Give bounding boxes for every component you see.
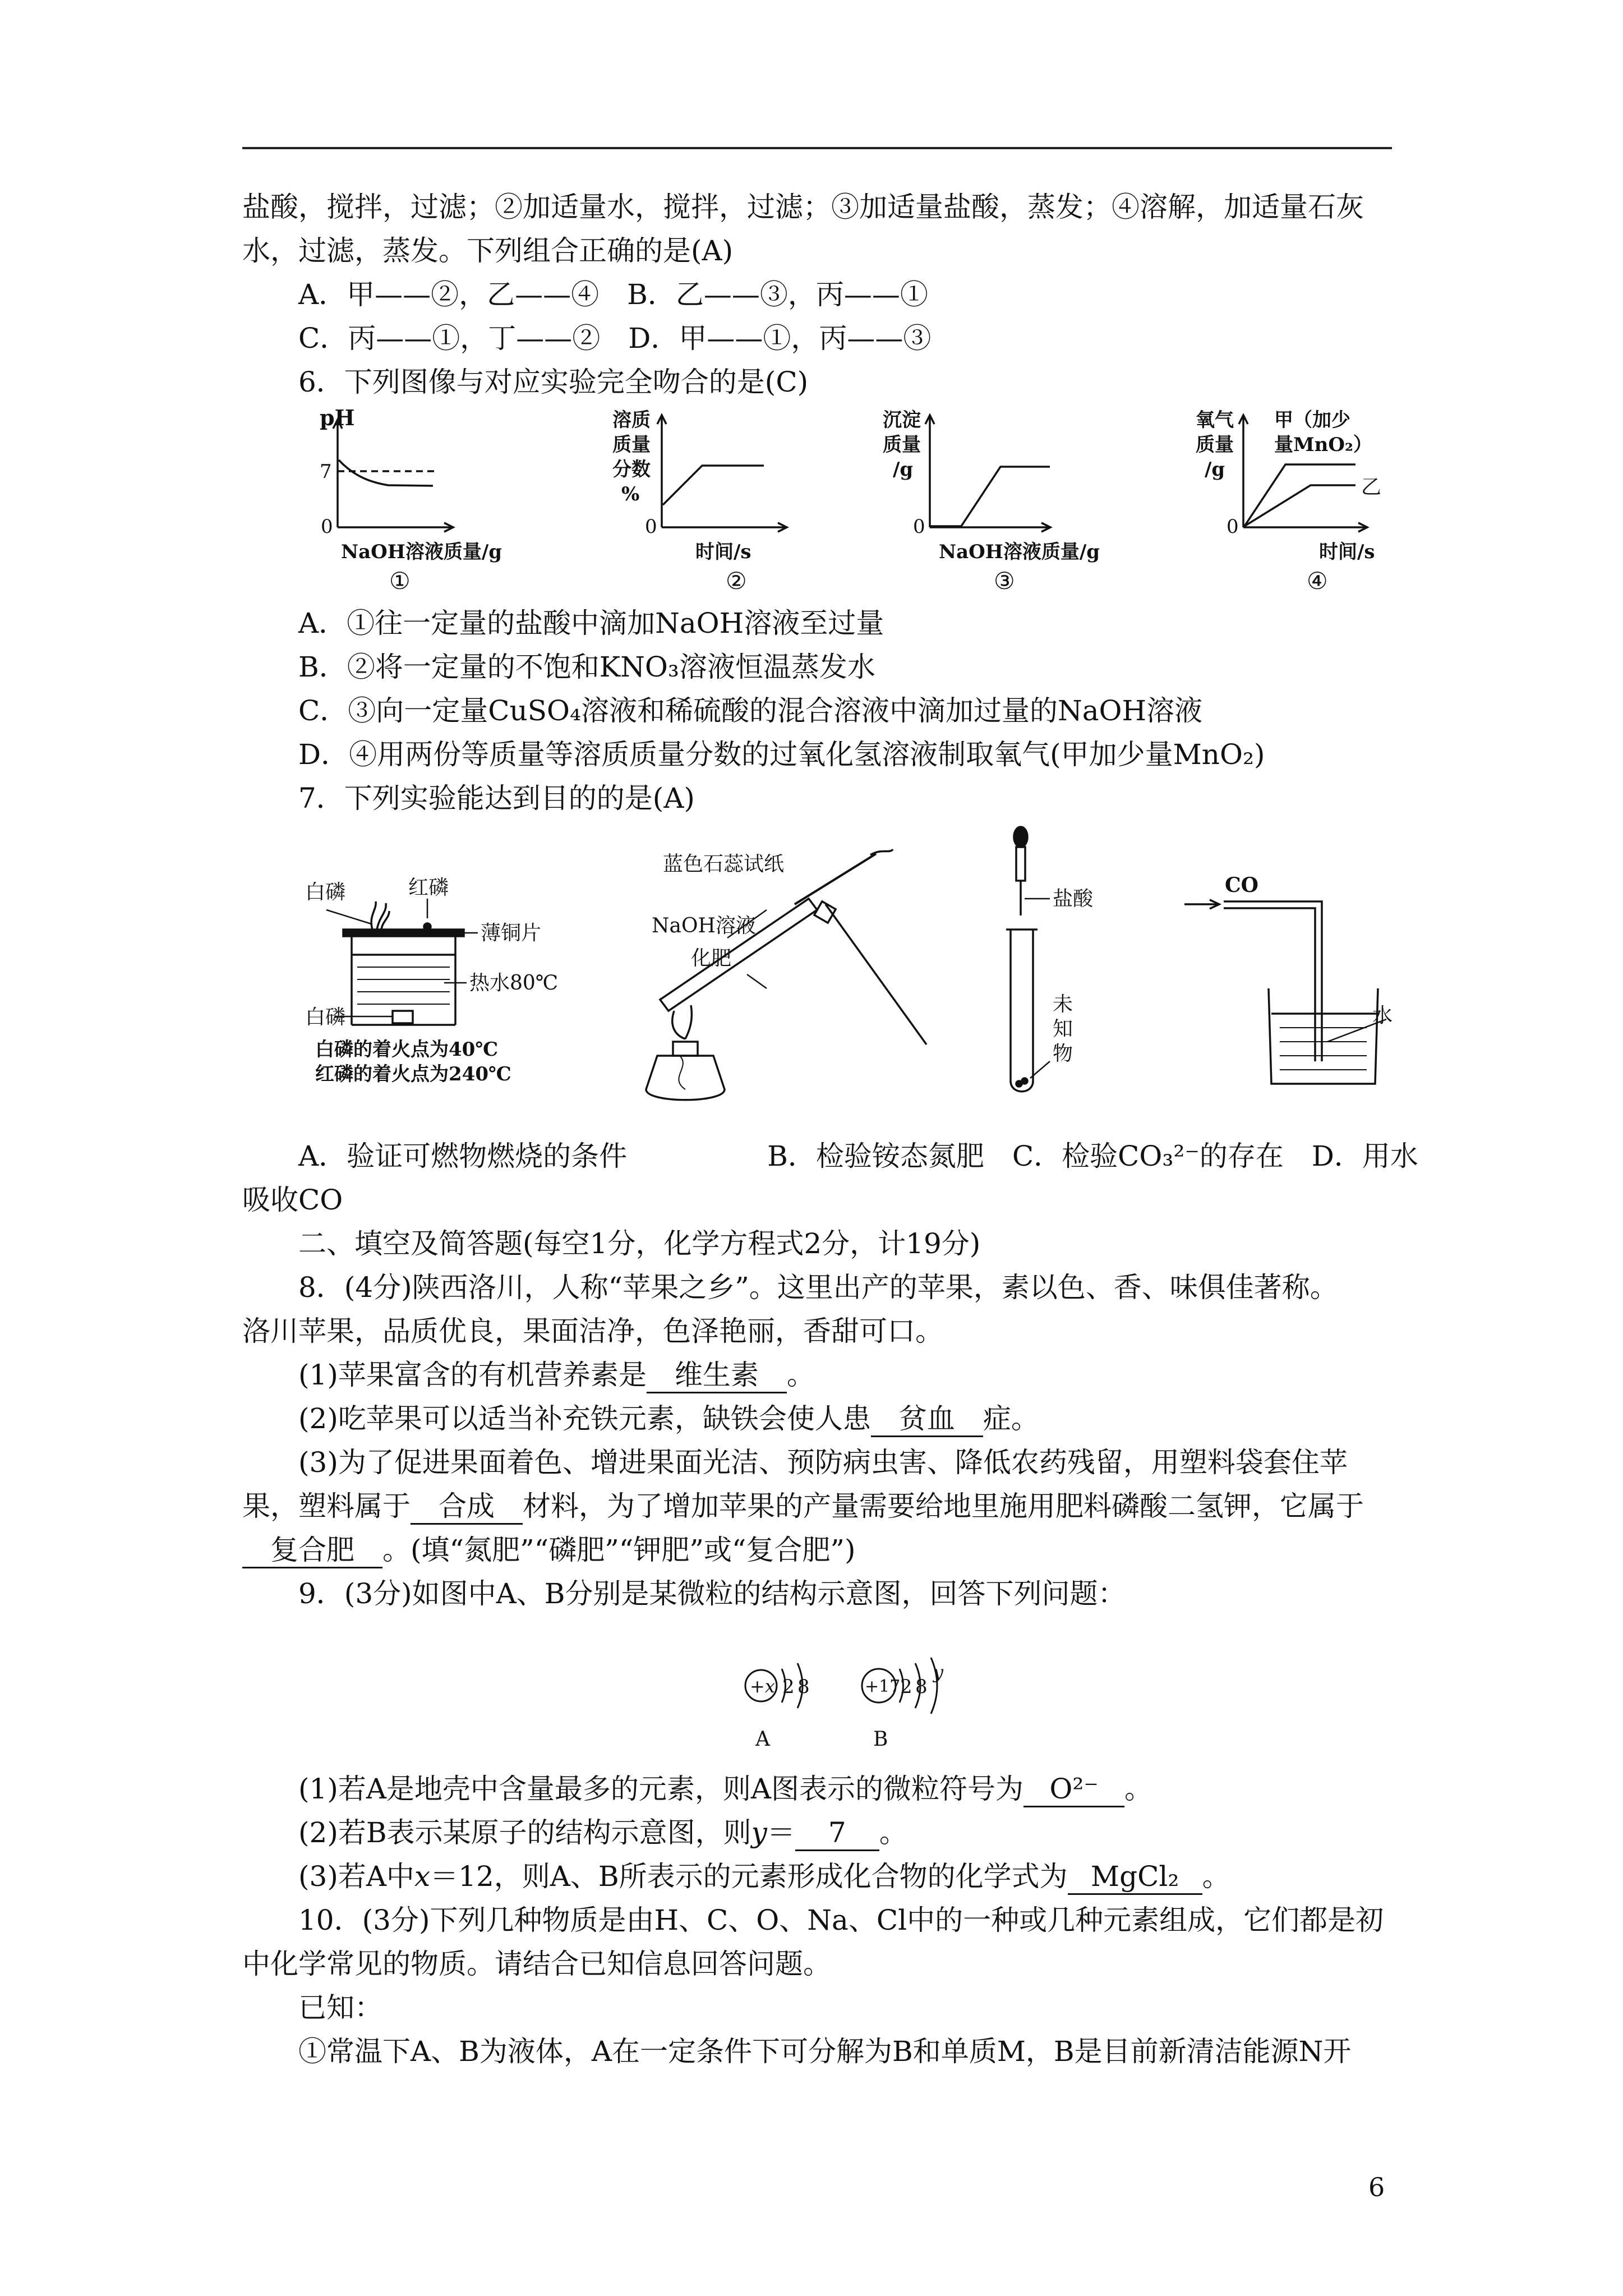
q9-p3-end: 。 (1202, 1860, 1230, 1893)
q7-options: A．验证可燃物燃烧的条件 B．检验铵态氮肥 C．检验CO₃²⁻的存在 D．用水 (298, 1140, 1418, 1172)
figA-copper-label: 薄铜片 (481, 922, 542, 945)
figB-naoh-label: NaOH溶液 (652, 914, 756, 937)
g3-xlabel: NaOH溶液质量/g (939, 541, 1100, 563)
q6-option-d: D．④用两份等质量等溶质质量分数的过氧化氢溶液制取氧气(甲加少量MnO₂) (298, 738, 1265, 771)
g3-origin: 0 (913, 516, 925, 538)
q8-part3-line2 (242, 1484, 1392, 1528)
g1-tick-7: 7 (320, 461, 332, 483)
q9-p2-var: y (751, 1816, 767, 1849)
q7-options-cont: 吸收CO (242, 1184, 343, 1216)
g4-ylabel1: 氧气 (1196, 409, 1234, 431)
g3-ylabel3: /g (893, 458, 914, 481)
q9-p2-text: (2)若B表示某原子的结构示意图，则 (298, 1816, 751, 1849)
figA-bailin-label: 白磷 (305, 881, 346, 904)
q8-p2-end: 症。 (983, 1402, 1039, 1435)
q9-p3-text: (3)若A中 (298, 1860, 414, 1893)
g4-xlabel: 时间/s (1319, 541, 1375, 563)
q10-known: 已知： (298, 1991, 382, 2024)
q8-p2-text: (2)吃苹果可以适当补充铁元素，缺铁会使人患 (298, 1402, 871, 1435)
g3-ylabel1: 沉淀 (883, 409, 921, 431)
figB-fert-label: 化肥 (691, 947, 732, 970)
g4-ylabel2: 质量 (1196, 434, 1234, 456)
atomB-nucleus: +17 (865, 1677, 901, 1696)
q9-p3-mid: ＝12，则A、B所表示的元素形成化合物的化学式为 (430, 1860, 1068, 1893)
figC-unknown-3: 物 (1053, 1042, 1073, 1065)
q8-line1: 8．(4分)陕西洛川，人称“苹果之乡”。这里出产的苹果，素以色、香、味俱佳著称。 (298, 1271, 1338, 1304)
q9-p3-var: x (414, 1860, 431, 1893)
q9-p1-answer: O²⁻ (1023, 1772, 1124, 1807)
atomA-shell1: 2 (782, 1676, 795, 1698)
q8-p3-mid: 材料，为了增加苹果的产量需要给地里施用肥料磷酸二氢钾，它属于 (523, 1490, 1364, 1522)
q9-p2-end: 。 (879, 1816, 907, 1849)
g2-xlabel: 时间/s (695, 541, 751, 563)
atomB-shell1: 2 (900, 1676, 912, 1698)
q5-option-c-d: C．丙——①，丁——② D．甲——①，丙——③ (298, 322, 932, 355)
q7-figures (242, 820, 1392, 1134)
q8-part3-line1: (3)为了促进果面着色、增进果面光洁、预防病虫害、降低农药残留，用塑料袋套住苹 (298, 1446, 1348, 1479)
q5-line2: 水，过滤，蒸发。下列组合正确的是(A) (242, 234, 734, 267)
figA-water-label: 热水80℃ (469, 972, 559, 995)
figA-bailin2-label: 白磷 (305, 1006, 346, 1029)
g4-legend-jia2: 量MnO₂） (1274, 434, 1372, 456)
q9-p3-answer: MgCl₂ (1068, 1860, 1202, 1895)
q8-part3-line3 (242, 1528, 1392, 1572)
q8-p1-end: 。 (786, 1359, 815, 1391)
g4-legend-jia1: 甲（加少 (1274, 409, 1350, 431)
g2-ylabel2: 质量 (612, 434, 651, 456)
q9-p1-end: 。 (1124, 1773, 1153, 1805)
g2-number: ② (726, 567, 747, 595)
atomB-label: B (873, 1728, 888, 1751)
g1-ylabel: pH (320, 405, 355, 430)
g1-number: ① (389, 567, 411, 595)
g2-ylabel3: 分数 (612, 458, 651, 481)
q5-option-a-b: A．甲——②，乙——④ B．乙——③，丙——① (298, 278, 928, 311)
q8-p3-end: 。(填“氮肥”“磷肥”“钾肥”或“复合肥”) (382, 1534, 856, 1566)
q10-line3: ①常温下A、B为液体，A在一定条件下可分解为B和单质M，B是目前新清洁能源N开 (298, 2035, 1352, 2068)
figC-unknown-2: 知 (1053, 1018, 1073, 1041)
q8-p1-answer: 维生素 (647, 1358, 787, 1393)
atomB-shell3: y (933, 1662, 944, 1683)
figD-co-label: CO (1225, 873, 1259, 897)
q10-line2: 中化学常见的物质。请结合已知信息回答问题。 (242, 1948, 831, 1980)
q8-line2: 洛川苹果，品质优良，果面洁净，色泽艳丽，香甜可口。 (242, 1315, 943, 1347)
q6-graphs (242, 404, 1392, 601)
g4-origin: 0 (1227, 516, 1239, 538)
page-number: 6 (1368, 2172, 1385, 2202)
q6-option-b: B．②将一定量的不饱和KNO₃溶液恒温蒸发水 (298, 651, 875, 683)
q9-stem: 9．(3分)如图中A、B分别是某微粒的结构示意图，回答下列问题： (298, 1577, 1126, 1610)
header-rule (242, 147, 1392, 149)
q5-line1: 盐酸，搅拌，过滤；②加适量水，搅拌，过滤；③加适量盐酸，蒸发；④溶解，加适量石灰 (242, 191, 1364, 223)
q9-structure-figure (242, 1616, 1392, 1767)
g4-ylabel3: /g (1205, 458, 1225, 481)
figB-paper-label: 蓝色石蕊试纸 (663, 853, 785, 876)
g2-origin: 0 (645, 516, 657, 538)
q8-part2 (242, 1397, 1392, 1441)
q8-p2-answer: 贫血 (871, 1402, 983, 1437)
g1-origin: 0 (321, 516, 333, 538)
q9-p1-text: (1)若A是地壳中含量最多的元素，则A图表示的微粒符号为 (298, 1773, 1024, 1805)
q9-part2 (242, 1811, 1392, 1855)
g2-ylabel4: % (621, 483, 640, 505)
figA-note1: 白磷的着火点为40℃ (315, 1038, 499, 1061)
atomA-shell2: 8 (797, 1676, 810, 1698)
page-content (242, 185, 1418, 2073)
g3-ylabel2: 质量 (883, 434, 921, 456)
q7-stem: 7．下列实验能达到目的的是(A) (298, 782, 695, 815)
g3-number: ③ (994, 567, 1015, 595)
q8-p3-answer: 合成 (411, 1489, 523, 1525)
q9-p2-answer: 7 (795, 1816, 879, 1851)
atomB-shell2: 8 (915, 1676, 928, 1698)
q8-p3-text: 果，塑料属于 (242, 1490, 411, 1522)
atomA-nucleus: +x (750, 1676, 775, 1697)
figA-honglin-label: 红磷 (408, 876, 449, 899)
atomA-label: A (755, 1728, 770, 1751)
g4-legend-yi: 乙 (1361, 476, 1382, 499)
q9-p2-eq: ＝ (767, 1816, 795, 1849)
figC-unknown-1: 未 (1053, 993, 1073, 1016)
figC-acid-label: 盐酸 (1053, 887, 1094, 910)
g2-ylabel1: 溶质 (612, 409, 651, 431)
q8-part1 (242, 1353, 1392, 1397)
g1-xlabel: NaOH溶液质量/g (341, 541, 502, 563)
q8-p3-answer2: 复合肥 (242, 1533, 382, 1568)
q6-option-c: C．③向一定量CuSO₄溶液和稀硫酸的混合溶液中滴加过量的NaOH溶液 (298, 694, 1203, 727)
section-2-title: 二、填空及简答题(每空1分，化学方程式2分，计19分) (298, 1227, 981, 1260)
g4-number: ④ (1307, 567, 1328, 595)
q9-part3 (242, 1855, 1392, 1898)
q6-option-a: A．①往一定量的盐酸中滴加NaOH溶液至过量 (298, 607, 884, 639)
figA-note2: 红磷的着火点为240℃ (315, 1063, 511, 1085)
q8-p1-text: (1)苹果富含的有机营养素是 (298, 1359, 647, 1391)
q9-part1 (242, 1767, 1392, 1811)
q6-stem: 6．下列图像与对应实验完全吻合的是(C) (298, 366, 809, 398)
q10-line1: 10．(3分)下列几种物质是由H、C、O、Na、Cl中的一种或几种元素组成，它们都是初 (298, 1904, 1384, 1936)
figD-water-label: 水 (1372, 1004, 1392, 1027)
